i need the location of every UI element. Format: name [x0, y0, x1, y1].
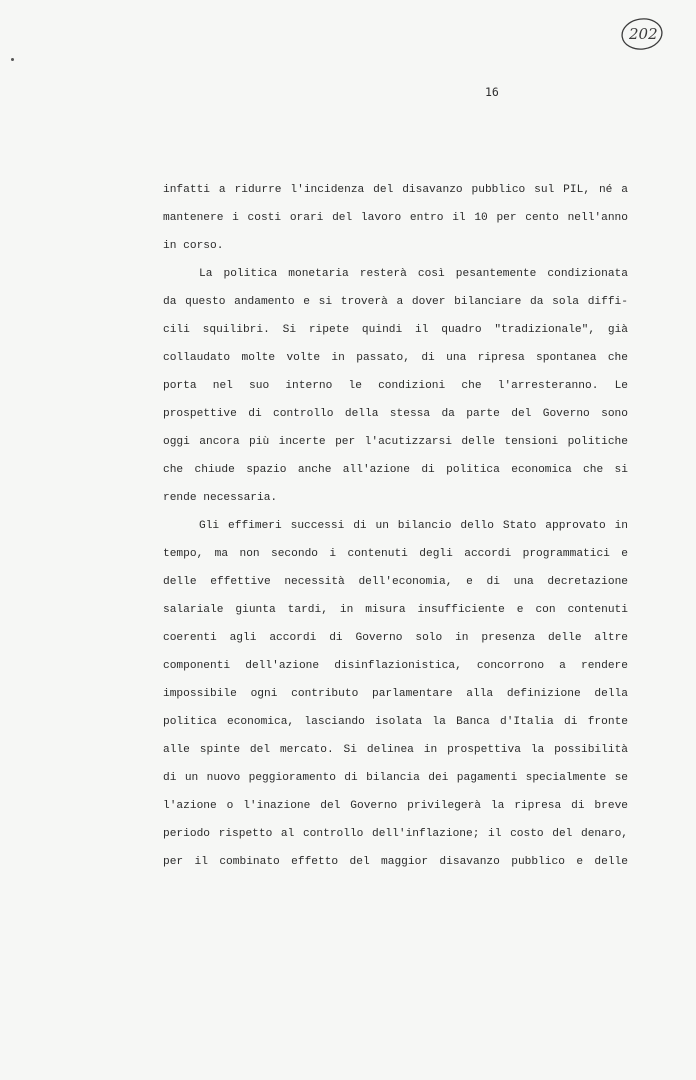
- text-line: tempo, ma non secondo i contenuti degli accordi programmatici e: [163, 548, 628, 560]
- text-line: coerenti agli accordi di Governo solo in presenza delle altre: [163, 632, 628, 644]
- body-text: [163, 183, 628, 883]
- text-line: da questo andamento e si troverà a dover bilanciare da sola diffi-: [163, 296, 628, 308]
- folio-number: 202: [629, 25, 658, 43]
- text-line: in corso.: [163, 240, 224, 252]
- text-line: La politica monetaria resterà così pesantemente condizionata: [199, 268, 628, 280]
- text-line: alle spinte del mercato. Si delinea in prospettiva la possibilità: [163, 744, 628, 756]
- text-line: collaudato molte volte in passato, di una ripresa spontanea che: [163, 352, 628, 364]
- text-line: oggi ancora più incerte per l'acutizzarsi delle tensioni politiche: [163, 436, 628, 448]
- text-line: politica economica, lasciando isolata la Banca d'Italia di fronte: [163, 716, 628, 728]
- text-line: prospettive di controllo della stessa da parte del Governo sono: [163, 408, 628, 420]
- text-line: rende necessaria.: [163, 492, 278, 504]
- text-line: di un nuovo peggioramento di bilancia dei pagamenti specialmente se: [163, 772, 628, 784]
- text-line: infatti a ridurre l'incidenza del disavanzo pubblico sul PIL, né a: [163, 184, 628, 196]
- text-line: cili squilibri. Si ripete quindi il quadro "tradizionale", già: [163, 324, 628, 336]
- text-line: l'azione o l'inazione del Governo privilegerà la ripresa di breve: [163, 800, 628, 812]
- scan-speck: [11, 58, 14, 61]
- handwritten-folio-stamp: [619, 14, 665, 54]
- text-line: Gli effimeri successi di un bilancio dello Stato approvato in: [199, 520, 628, 532]
- text-line: periodo rispetto al controllo dell'inflazione; il costo del denaro,: [163, 828, 628, 840]
- text-line: impossibile ogni contributo parlamentare alla definizione della: [163, 688, 628, 700]
- text-line: che chiude spazio anche all'azione di politica economica che si: [163, 464, 628, 476]
- text-line: per il combinato effetto del maggior disavanzo pubblico e delle: [163, 856, 628, 868]
- text-line: porta nel suo interno le condizioni che l'arresteranno. Le: [163, 380, 628, 392]
- text-line: salariale giunta tardi, in misura insufficiente e con contenuti: [163, 604, 628, 616]
- page-number: 16: [485, 85, 499, 99]
- text-line: mantenere i costi orari del lavoro entro il 10 per cento nell'anno: [163, 212, 628, 224]
- text-line: delle effettive necessità dell'economia, e di una decretazione: [163, 576, 628, 588]
- text-line: componenti dell'azione disinflazionistica, concorrono a rendere: [163, 660, 628, 672]
